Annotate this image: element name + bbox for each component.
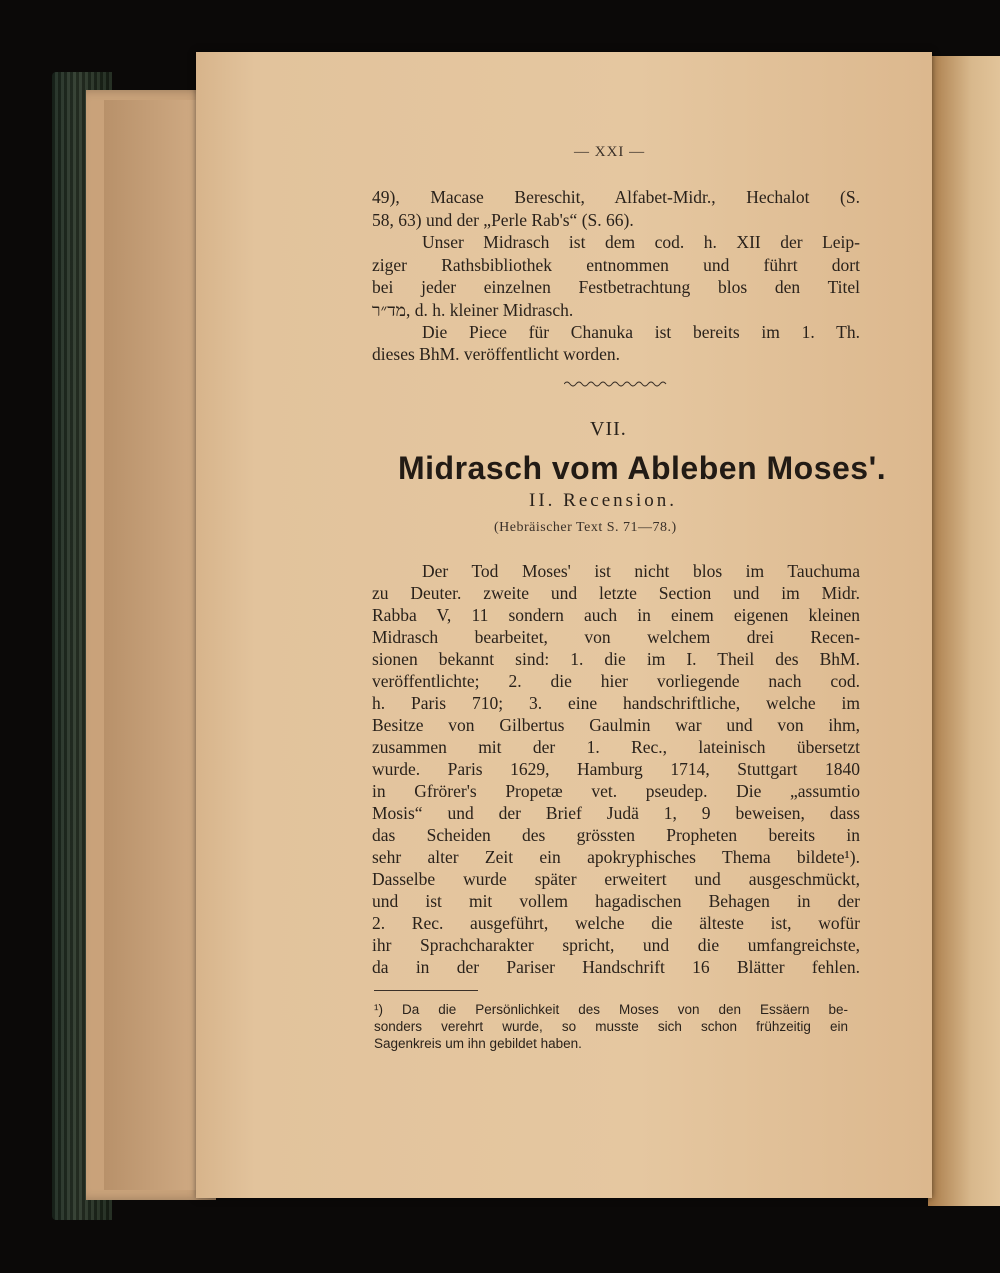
text-line: da in der Pariser Handschrift 16 Blätter fehlen. bbox=[372, 957, 860, 977]
page-number: — XXI — bbox=[574, 144, 646, 160]
text-line: Dasselbe wurde später erweitert und ausgeschmückt, bbox=[372, 869, 860, 889]
text-line: bei jeder einzelnen Festbetrachtung blos den Titel bbox=[372, 277, 860, 297]
text-line: 49), Macase Bereschit, Alfabet-Midr., Hechalot (S. bbox=[372, 187, 860, 207]
text-line: das Scheiden des grössten Propheten bereits in bbox=[372, 825, 860, 845]
text-line: Die Piece für Chanuka ist bereits im 1. Th. bbox=[422, 322, 860, 342]
hebrew-text-reference: (Hebräischer Text S. 71—78.) bbox=[494, 520, 677, 535]
footnote-line: sonders verehrt wurde, so musste sich schon frühzeitig ein bbox=[374, 1019, 848, 1034]
text-line: מד״ר, d. h. kleiner Midrasch. bbox=[372, 300, 574, 320]
text-line: sehr alter Zeit ein apokryphisches Thema bildete¹). bbox=[372, 847, 860, 867]
text-line: in Gfrörer's Propetæ vet. pseudep. Die „assumtio bbox=[372, 781, 860, 801]
text-line: Mosis“ und der Brief Judä 1, 9 beweisen, dass bbox=[372, 803, 860, 823]
text-line: h. Paris 710; 3. eine handschriftliche, welche im bbox=[372, 693, 860, 713]
footnote-line: ¹) Da die Persönlichkeit des Moses von den Essäern be- bbox=[374, 1002, 848, 1017]
text-line: Rabba V, 11 sondern auch in einem eigenen kleinen bbox=[372, 605, 860, 625]
text-line: sionen bekannt sind: 1. die im I. Theil des BhM. bbox=[372, 649, 860, 669]
chapter-title: Midrasch vom Ableben Moses'. bbox=[398, 450, 887, 486]
text-line: Der Tod Moses' ist nicht blos im Tauchuma bbox=[422, 561, 860, 581]
text-line: 2. Rec. ausgeführt, welche die älteste ist, wofür bbox=[372, 913, 860, 933]
text-line: wurde. Paris 1629, Hamburg 1714, Stuttgart 1840 bbox=[372, 759, 860, 779]
facing-page-edge bbox=[928, 56, 1000, 1206]
footnote-line: Sagenkreis um ihn gebildet haben. bbox=[374, 1036, 582, 1051]
text-line: Unser Midrasch ist dem cod. h. XII der Leip- bbox=[422, 232, 860, 252]
text-line: ihr Sprachcharakter spricht, und die umfangreichste, bbox=[372, 935, 860, 955]
recension-subtitle: II. Recension. bbox=[529, 490, 678, 511]
text-line: ziger Rathsbibliothek entnommen und führt dort bbox=[372, 255, 860, 275]
footnote-rule bbox=[374, 990, 478, 991]
text-line: Besitze von Gilbertus Gaulmin war und von ihm, bbox=[372, 715, 860, 735]
wavy-divider-ornament bbox=[564, 380, 668, 388]
chapter-number: VII. bbox=[590, 418, 627, 440]
page-edge-strip bbox=[104, 100, 200, 1190]
text-line: zu Deuter. zweite und letzte Section und im Midr. bbox=[372, 583, 860, 603]
text-line: 58, 63) und der „Perle Rab's“ (S. 66). bbox=[372, 210, 634, 230]
text-line: dieses BhM. veröffentlicht worden. bbox=[372, 344, 621, 364]
text-line: veröffentlichte; 2. die hier vorliegende nach cod. bbox=[372, 671, 860, 691]
text-line: und ist mit vollem hagadischen Behagen in der bbox=[372, 891, 860, 911]
text-line: Midrasch bearbeitet, von welchem drei Recen- bbox=[372, 627, 860, 647]
text-line: zusammen mit der 1. Rec., lateinisch übersetzt bbox=[372, 737, 860, 757]
